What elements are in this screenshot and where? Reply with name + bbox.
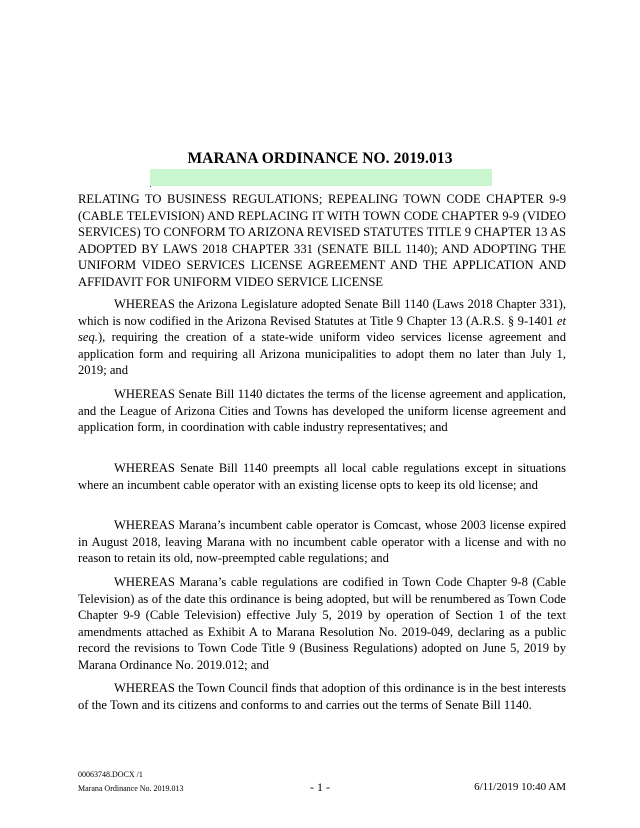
whereas-paragraph-4: WHEREAS Marana’s incumbent cable operator is Comcast, whose 2003 license expired in August 2018, leaving Marana with no incumbent cable operator with a license and with no reason to retain its old, now-preempted cable regulations; and [78,518,566,566]
footer-ordinance-ref: Marana Ordinance No. 2019.013 [78,784,184,793]
whereas-paragraph-1 [78,296,566,379]
footer-page-number: - 1 - [310,780,330,794]
highlight-bar [150,169,492,186]
highlight-marker [150,186,151,187]
paragraph-1-italic: et seq. [78,313,566,345]
paragraph-1-text-b: ), requiring the creation of a state-wide uniform video services license agreement and application form and requiring all Arizona municipalities to adopt them no later than July 1, 2019; and [78,330,566,378]
page-title: MARANA ORDINANCE NO. 2019.013 [187,150,453,167]
ordinance-caption: RELATING TO BUSINESS REGULATIONS; REPEALING TOWN CODE CHAPTER 9-9 (CABLE TELEVISION) AND REPLACING IT WITH TOWN CODE CHAPTER 9-9 (VIDEO SERVICES) TO CONFORM TO ARIZONA REVISED STATUTES TITLE 9 CHAPTER 13 AS ADOPTED BY LAWS 2018 CHAPTER 331 (SENATE BILL 1140); AND ADOPTING THE UNIFORM VIDEO SERVICES LICENSE AGREEMENT AND THE APPLICATION AND AFFIDAVIT FOR UNIFORM VIDEO SERVICE LICENSE [78,192,566,289]
whereas-paragraph-2: WHEREAS Senate Bill 1140 dictates the terms of the license agreement and application, and the League of Arizona Cities and Towns has developed the uniform license agreement and application form, in coordination with cable industry representatives; and [78,387,566,435]
footer-timestamp: 6/11/2019 10:40 AM [474,781,566,793]
whereas-paragraph-5: WHEREAS Marana’s cable regulations are codified in Town Code Chapter 9-8 (Cable Television) as of the date this ordinance is being adopted, but will be renumbered as Town Code Chapter 9-9 (Cable Television) effective July 5, 2019 by operation of Section 1 of the text amendments attached as Exhibit A to Marana Resolution No. 2019-049, declaring as a public record the revisions to Town Code Title 9 (Business Regulations) adopted on June 5, 2019 by Marana Ordinance No. 2019.012; and [78,575,566,672]
whereas-paragraph-3: WHEREAS Senate Bill 1140 preempts all local cable regulations except in situations where an incumbent cable operator with an existing license opts to keep its old license; and [78,461,566,492]
footer-doc-id: 00063748.DOCX /1 [78,770,143,779]
paragraph-1-text-a: WHEREAS the Arizona Legislature adopted Senate Bill 1140 (Laws 2018 Chapter 331), which is now codified in the Arizona Revised Statutes at Title 9 Chapter 13 (A.R.S. § 9-1401 [78,297,566,328]
whereas-paragraph-6: WHEREAS the Town Council finds that adoption of this ordinance is in the best interests of the Town and its citizens and conforms to and carries out the terms of Senate Bill 1140. [78,681,566,712]
